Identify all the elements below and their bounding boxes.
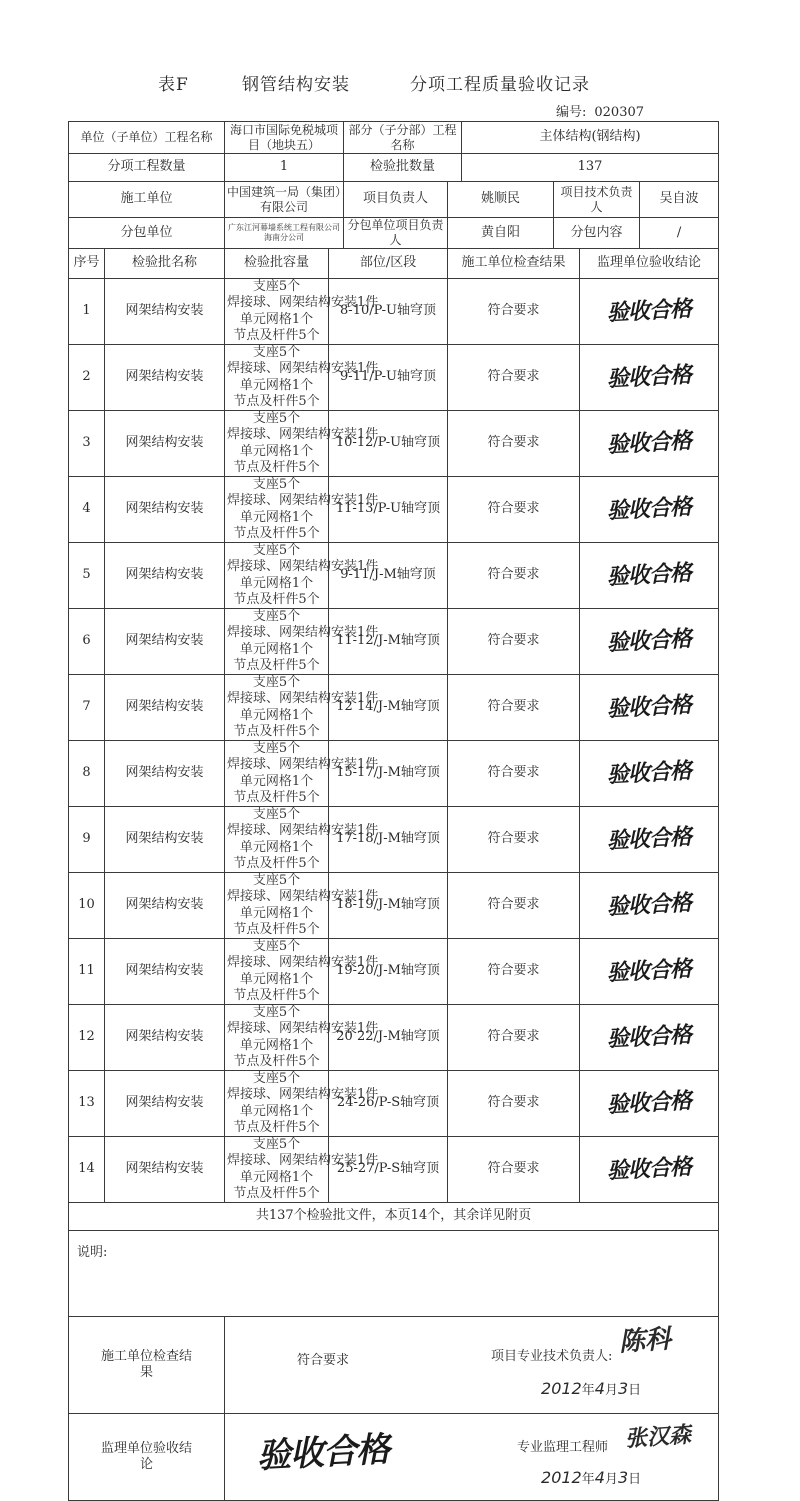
batch-capacity bbox=[225, 741, 379, 807]
batch-name: 网架结构安装 bbox=[105, 477, 225, 543]
supervisor-verdict-cell bbox=[580, 543, 719, 609]
handwritten-verdict: 验收合格 bbox=[606, 1154, 692, 1184]
contractor-date-year: 2012 bbox=[541, 1379, 582, 1398]
capacity-line: 节点及杆件5个 bbox=[233, 591, 320, 607]
row-number: 4 bbox=[69, 477, 105, 543]
capacity-line: 支座5个 bbox=[252, 609, 301, 624]
capacity-line: 节点及杆件5个 bbox=[233, 657, 320, 673]
batch-name: 网架结构安装 bbox=[105, 873, 225, 939]
acceptance-table bbox=[68, 121, 719, 1501]
batch-capacity bbox=[225, 1137, 379, 1203]
supervisor-check-cell bbox=[225, 1414, 719, 1501]
handwritten-verdict: 验收合格 bbox=[606, 494, 692, 524]
capacity-line: 焊接球、网架结构安装1件 bbox=[227, 1021, 379, 1037]
capacity-line: 单元网格1个 bbox=[239, 311, 314, 327]
batch-capacity bbox=[225, 477, 379, 543]
row-number: 11 bbox=[69, 939, 105, 1005]
batch-location: 24-26/P-S轴穹顶 bbox=[329, 1071, 448, 1137]
contractor-check-label: 施工单位检查结果 bbox=[69, 1317, 225, 1414]
contractor-check-result: 符合要求 bbox=[448, 477, 580, 543]
pm-label: 项目负责人 bbox=[344, 182, 448, 218]
title-sub: 分项工程质量验收记录 bbox=[410, 75, 590, 95]
table-row bbox=[69, 873, 719, 939]
capacity-line: 单元网格1个 bbox=[239, 509, 314, 525]
batch-capacity bbox=[225, 279, 379, 345]
capacity-line: 节点及杆件5个 bbox=[233, 393, 320, 409]
tech-label: 项目技术负责人 bbox=[554, 182, 640, 218]
info-row-unit bbox=[69, 122, 719, 154]
capacity-line: 单元网格1个 bbox=[239, 707, 314, 723]
supervisor-verdict-cell bbox=[580, 939, 719, 1005]
batch-name: 网架结构安装 bbox=[105, 279, 225, 345]
batch-capacity bbox=[225, 1071, 379, 1137]
capacity-line: 单元网格1个 bbox=[239, 1103, 314, 1119]
capacity-line: 支座5个 bbox=[252, 345, 301, 360]
unit-label: 单位（子单位）工程名称 bbox=[69, 122, 225, 154]
info-row-count bbox=[69, 154, 719, 182]
capacity-line: 单元网格1个 bbox=[239, 575, 314, 591]
unit-value: 海口市国际免税城项目（地块五） bbox=[225, 122, 344, 154]
batch-capacity bbox=[225, 939, 379, 1005]
batch-name: 网架结构安装 bbox=[105, 543, 225, 609]
batch-name: 网架结构安装 bbox=[105, 939, 225, 1005]
supervisor-signer-label: 专业监理工程师 bbox=[517, 1440, 609, 1455]
supervisor-verdict-cell bbox=[580, 807, 719, 873]
col-header-verdict: 监理单位验收结论 bbox=[580, 249, 719, 279]
batch-name: 网架结构安装 bbox=[105, 807, 225, 873]
supervisor-date-day: 3 bbox=[617, 1468, 629, 1487]
handwritten-verdict: 验收合格 bbox=[606, 428, 692, 458]
supervisor-verdict-cell bbox=[580, 411, 719, 477]
batch-name: 网架结构安装 bbox=[105, 675, 225, 741]
contractor-check-result: 符合要求 bbox=[448, 1005, 580, 1071]
batch-capacity bbox=[225, 807, 379, 873]
contractor-value: 中国建筑一局（集团）有限公司 bbox=[225, 182, 344, 218]
handwritten-verdict: 验收合格 bbox=[606, 956, 692, 986]
contractor-check-result: 符合要求 bbox=[448, 345, 580, 411]
table-row bbox=[69, 411, 719, 477]
batch-count-label: 检验批数量 bbox=[344, 154, 462, 182]
row-number: 6 bbox=[69, 609, 105, 675]
supervisor-date bbox=[541, 1468, 641, 1488]
capacity-line: 焊接球、网架结构安装1件 bbox=[227, 295, 379, 311]
document-code bbox=[556, 101, 652, 120]
subcontract-label: 分包单位 bbox=[69, 218, 225, 249]
supervisor-date-month: 4 bbox=[594, 1468, 605, 1487]
table-row bbox=[69, 939, 719, 1005]
batch-location: 11-13/P-U轴穹顶 bbox=[329, 477, 448, 543]
title-main: 钢管结构安装 bbox=[242, 75, 350, 95]
contractor-date-month: 4 bbox=[594, 1379, 605, 1398]
batch-name: 网架结构安装 bbox=[105, 609, 225, 675]
remarks-cell bbox=[69, 1231, 719, 1317]
batch-name: 网架结构安装 bbox=[105, 345, 225, 411]
contractor-check-result: 符合要求 bbox=[448, 807, 580, 873]
contractor-check-result: 符合要求 bbox=[448, 279, 580, 345]
batch-capacity bbox=[225, 675, 379, 741]
contractor-label: 施工单位 bbox=[69, 182, 225, 218]
column-header-row bbox=[69, 249, 719, 279]
row-number: 9 bbox=[69, 807, 105, 873]
contractor-check-result: 符合要求 bbox=[448, 1071, 580, 1137]
batch-location: 19-20/J-M轴穹顶 bbox=[329, 939, 448, 1005]
capacity-line: 节点及杆件5个 bbox=[233, 855, 320, 871]
info-row-subcontract bbox=[69, 218, 719, 249]
capacity-line: 焊接球、网架结构安装1件 bbox=[227, 823, 379, 839]
table-row bbox=[69, 1005, 719, 1071]
handwritten-verdict: 验收合格 bbox=[606, 824, 692, 854]
capacity-line: 支座5个 bbox=[252, 411, 301, 426]
row-number: 8 bbox=[69, 741, 105, 807]
capacity-line: 单元网格1个 bbox=[239, 773, 314, 789]
sub-content-value: / bbox=[640, 218, 719, 249]
batch-location: 10-12/P-U轴穹顶 bbox=[329, 411, 448, 477]
batch-location: 9-11/P-U轴穹顶 bbox=[329, 345, 448, 411]
col-header-capacity: 检验批容量 bbox=[225, 249, 329, 279]
remarks-row bbox=[69, 1231, 719, 1317]
contractor-date bbox=[541, 1379, 641, 1399]
capacity-line: 支座5个 bbox=[252, 543, 301, 558]
contractor-check-value: 符合要求 bbox=[297, 1353, 350, 1368]
contractor-check-result: 符合要求 bbox=[448, 675, 580, 741]
capacity-line: 支座5个 bbox=[252, 741, 301, 756]
table-row bbox=[69, 675, 719, 741]
capacity-line: 单元网格1个 bbox=[239, 1169, 314, 1185]
batch-location: 18-19/J-M轴穹顶 bbox=[329, 873, 448, 939]
batch-location: 17-18/J-M轴穹顶 bbox=[329, 807, 448, 873]
capacity-line: 节点及杆件5个 bbox=[233, 525, 320, 541]
contractor-date-month-unit: 月 bbox=[604, 1383, 618, 1398]
division-label: 部分（子分部）工程名称 bbox=[344, 122, 462, 154]
col-header-name: 检验批名称 bbox=[105, 249, 225, 279]
capacity-line: 焊接球、网架结构安装1件 bbox=[227, 955, 379, 971]
capacity-line: 支座5个 bbox=[252, 807, 301, 822]
supervisor-verdict-cell bbox=[580, 1005, 719, 1071]
pm-value: 姚顺民 bbox=[448, 182, 554, 218]
code-label: 编号: bbox=[556, 105, 587, 120]
capacity-line: 节点及杆件5个 bbox=[233, 921, 320, 937]
capacity-line: 单元网格1个 bbox=[239, 443, 314, 459]
row-number: 12 bbox=[69, 1005, 105, 1071]
supervisor-verdict-cell bbox=[580, 675, 719, 741]
contractor-check-result: 符合要求 bbox=[448, 939, 580, 1005]
capacity-line: 支座5个 bbox=[252, 1005, 301, 1020]
contractor-check-result: 符合要求 bbox=[448, 609, 580, 675]
row-number: 13 bbox=[69, 1071, 105, 1137]
table-row bbox=[69, 1071, 719, 1137]
handwritten-verdict: 验收合格 bbox=[606, 890, 692, 920]
capacity-line: 单元网格1个 bbox=[239, 905, 314, 921]
capacity-line: 焊接球、网架结构安装1件 bbox=[227, 889, 379, 905]
capacity-line: 支座5个 bbox=[252, 1071, 301, 1086]
capacity-line: 单元网格1个 bbox=[239, 1037, 314, 1053]
capacity-line: 节点及杆件5个 bbox=[233, 1053, 320, 1069]
info-row-contractor bbox=[69, 182, 719, 218]
table-row bbox=[69, 477, 719, 543]
summary-text: 共137个检验批文件，本页14个，其余详见附页 bbox=[69, 1203, 719, 1231]
table-row bbox=[69, 609, 719, 675]
capacity-line: 支座5个 bbox=[252, 477, 301, 492]
supervisor-verdict-cell bbox=[580, 477, 719, 543]
batch-count-value: 137 bbox=[462, 154, 719, 182]
subcontract-value: 广东江河幕墙系统工程有限公司 海南分公司 bbox=[225, 218, 344, 249]
table-row bbox=[69, 279, 719, 345]
supervisor-verdict-cell bbox=[580, 345, 719, 411]
handwritten-verdict: 验收合格 bbox=[606, 1022, 692, 1052]
capacity-line: 支座5个 bbox=[252, 1137, 301, 1152]
batch-capacity bbox=[225, 609, 379, 675]
batch-location: 20 22/J-M轴穹顶 bbox=[329, 1005, 448, 1071]
row-number: 5 bbox=[69, 543, 105, 609]
capacity-line: 单元网格1个 bbox=[239, 641, 314, 657]
batch-location: 11-12/J-M轴穹顶 bbox=[329, 609, 448, 675]
batch-name: 网架结构安装 bbox=[105, 741, 225, 807]
batch-capacity bbox=[225, 411, 379, 477]
handwritten-verdict: 验收合格 bbox=[606, 296, 692, 326]
sub-pm-value: 黄自阳 bbox=[448, 218, 554, 249]
supervisor-date-year-unit: 年 bbox=[581, 1472, 595, 1487]
contractor-date-year-unit: 年 bbox=[581, 1383, 595, 1398]
remarks-label: 说明: bbox=[77, 1245, 108, 1260]
table-row bbox=[69, 345, 719, 411]
contractor-check-result: 符合要求 bbox=[448, 411, 580, 477]
supervisor-date-day-unit: 日 bbox=[628, 1472, 642, 1487]
col-header-no: 序号 bbox=[69, 249, 105, 279]
capacity-line: 单元网格1个 bbox=[239, 971, 314, 987]
capacity-line: 焊接球、网架结构安装1件 bbox=[227, 493, 379, 509]
batch-name: 网架结构安装 bbox=[105, 1005, 225, 1071]
supervisor-verdict-cell bbox=[580, 873, 719, 939]
contractor-check-row bbox=[69, 1317, 719, 1414]
capacity-line: 节点及杆件5个 bbox=[233, 987, 320, 1003]
code-value: 020307 bbox=[594, 105, 645, 120]
capacity-line: 支座5个 bbox=[252, 279, 301, 294]
capacity-line: 节点及杆件5个 bbox=[233, 1185, 320, 1201]
sub-count-label: 分项工程数量 bbox=[69, 154, 225, 182]
capacity-line: 节点及杆件5个 bbox=[233, 327, 320, 343]
batch-name: 网架结构安装 bbox=[105, 411, 225, 477]
batch-capacity bbox=[225, 543, 379, 609]
capacity-line: 焊接球、网架结构安装1件 bbox=[227, 691, 379, 707]
supervisor-check-label: 监理单位验收结论 bbox=[69, 1414, 225, 1501]
row-number: 1 bbox=[69, 279, 105, 345]
capacity-line: 节点及杆件5个 bbox=[233, 1119, 320, 1135]
supervisor-verdict-cell bbox=[580, 609, 719, 675]
capacity-line: 支座5个 bbox=[252, 939, 301, 954]
capacity-line: 单元网格1个 bbox=[239, 839, 314, 855]
capacity-line: 焊接球、网架结构安装1件 bbox=[227, 1153, 379, 1169]
batch-capacity bbox=[225, 345, 379, 411]
contractor-signature: 陈科 bbox=[618, 1324, 672, 1358]
sub-content-label: 分包内容 bbox=[554, 218, 640, 249]
batch-name: 网架结构安装 bbox=[105, 1071, 225, 1137]
row-number: 10 bbox=[69, 873, 105, 939]
row-number: 7 bbox=[69, 675, 105, 741]
handwritten-verdict: 验收合格 bbox=[606, 692, 692, 722]
batch-capacity bbox=[225, 1005, 379, 1071]
handwritten-verdict: 验收合格 bbox=[606, 1088, 692, 1118]
capacity-line: 焊接球、网架结构安装1件 bbox=[227, 559, 379, 575]
capacity-line: 节点及杆件5个 bbox=[233, 723, 320, 739]
supervisor-verdict-cell bbox=[580, 1137, 719, 1203]
batch-location: 12 14/J-M轴穹顶 bbox=[329, 675, 448, 741]
sub-pm-label: 分包单位项目负责人 bbox=[344, 218, 448, 249]
contractor-check-result: 符合要求 bbox=[448, 741, 580, 807]
table-number: 表F bbox=[158, 75, 189, 95]
supervisor-verdict-cell bbox=[580, 279, 719, 345]
row-number: 14 bbox=[69, 1137, 105, 1203]
col-header-check: 施工单位检查结果 bbox=[448, 249, 580, 279]
supervisor-verdict-handwritten: 验收合格 bbox=[256, 1429, 390, 1477]
contractor-date-day-unit: 日 bbox=[628, 1383, 642, 1398]
supervisor-date-month-unit: 月 bbox=[604, 1472, 618, 1487]
batch-location: 9-11/J-M轴穹顶 bbox=[329, 543, 448, 609]
handwritten-verdict: 验收合格 bbox=[606, 362, 692, 392]
supervisor-verdict-cell bbox=[580, 1071, 719, 1137]
supervisor-signature: 张汉森 bbox=[624, 1422, 692, 1453]
supervisor-date-year: 2012 bbox=[541, 1468, 582, 1487]
capacity-line: 焊接球、网架结构安装1件 bbox=[227, 1087, 379, 1103]
contractor-check-result: 符合要求 bbox=[448, 543, 580, 609]
handwritten-verdict: 验收合格 bbox=[606, 626, 692, 656]
handwritten-verdict: 验收合格 bbox=[606, 560, 692, 590]
batch-capacity bbox=[225, 873, 379, 939]
document-title bbox=[0, 70, 800, 96]
supervisor-verdict-cell bbox=[580, 741, 719, 807]
contractor-date-day: 3 bbox=[617, 1379, 629, 1398]
batch-name: 网架结构安装 bbox=[105, 1137, 225, 1203]
batch-location: 25-27/P-S轴穹顶 bbox=[329, 1137, 448, 1203]
supervisor-check-row bbox=[69, 1414, 719, 1501]
sub-count-value: 1 bbox=[225, 154, 344, 182]
handwritten-verdict: 验收合格 bbox=[606, 758, 692, 788]
division-value: 主体结构(钢结构) bbox=[462, 122, 719, 154]
contractor-check-cell bbox=[225, 1317, 719, 1414]
capacity-line: 单元网格1个 bbox=[239, 377, 314, 393]
capacity-line: 支座5个 bbox=[252, 675, 301, 690]
table-row bbox=[69, 543, 719, 609]
contractor-check-result: 符合要求 bbox=[448, 873, 580, 939]
capacity-line: 节点及杆件5个 bbox=[233, 789, 320, 805]
capacity-line: 支座5个 bbox=[252, 873, 301, 888]
contractor-check-result: 符合要求 bbox=[448, 1137, 580, 1203]
table-row bbox=[69, 807, 719, 873]
table-row bbox=[69, 741, 719, 807]
batch-location: 15-17/J-M轴穹顶 bbox=[329, 741, 448, 807]
row-number: 2 bbox=[69, 345, 105, 411]
capacity-line: 焊接球、网架结构安装1件 bbox=[227, 757, 379, 773]
capacity-line: 焊接球、网架结构安装1件 bbox=[227, 625, 379, 641]
table-row bbox=[69, 1137, 719, 1203]
capacity-line: 焊接球、网架结构安装1件 bbox=[227, 361, 379, 377]
col-header-location: 部位/区段 bbox=[329, 249, 448, 279]
batch-location: 8-10/P-U轴穹顶 bbox=[329, 279, 448, 345]
tech-value: 吴自波 bbox=[640, 182, 719, 218]
row-number: 3 bbox=[69, 411, 105, 477]
contractor-signer-label: 项目专业技术负责人: bbox=[491, 1349, 613, 1364]
capacity-line: 焊接球、网架结构安装1件 bbox=[227, 427, 379, 443]
summary-row bbox=[69, 1203, 719, 1231]
capacity-line: 节点及杆件5个 bbox=[233, 459, 320, 475]
